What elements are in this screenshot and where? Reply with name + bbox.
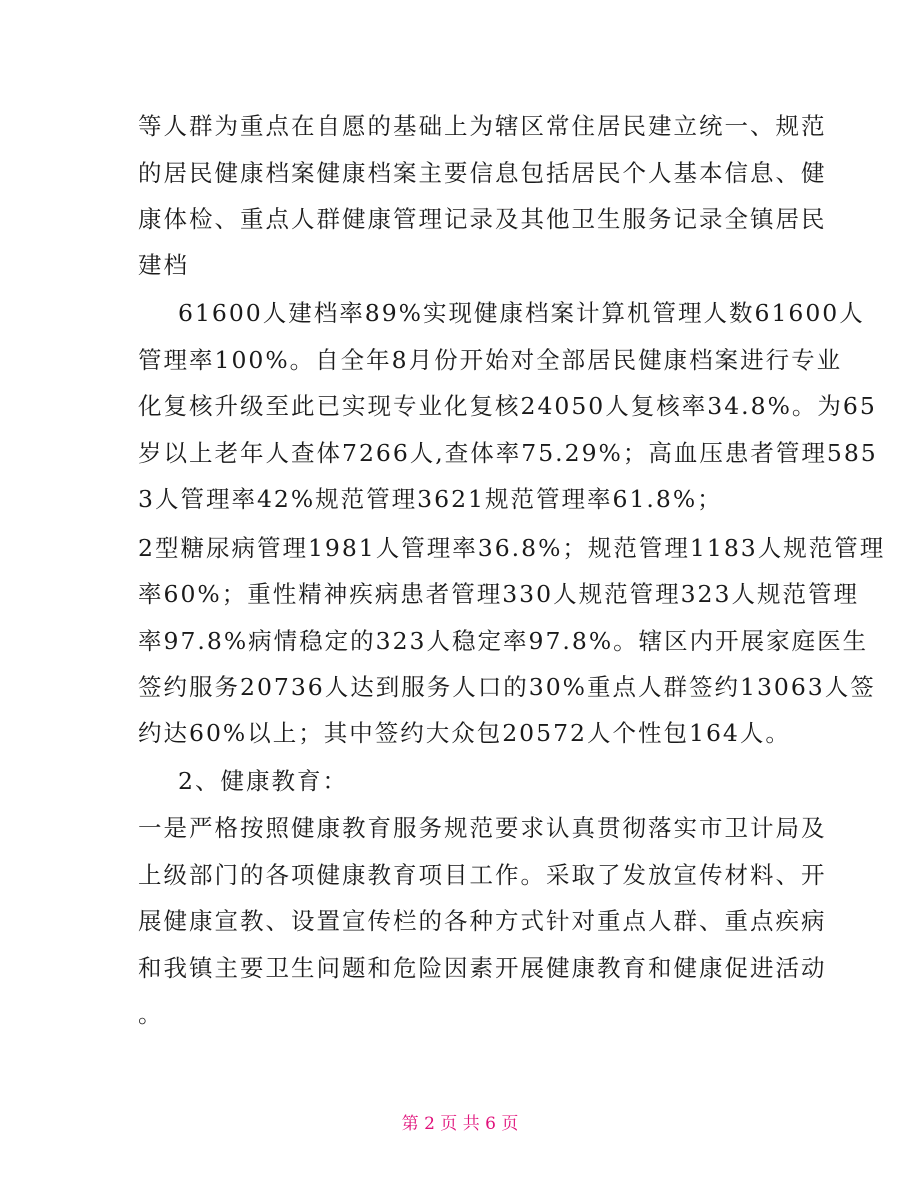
paragraph-line: 2型糖尿病管理1981人管理率36.8%；规范管理1183人规范管理: [138, 534, 886, 562]
paragraph-line: 约达60%以上；其中签约大众包20572人个性包164人。: [138, 719, 791, 747]
paragraph-line: 化复核升级至此已实现专业化复核24050人复核率34.8%。为65: [138, 392, 877, 420]
paragraph-line: 3人管理率42%规范管理3621规范管理率61.8%；: [138, 485, 723, 513]
paragraph-line: 康体检、重点人群健康管理记录及其他卫生服务记录全镇居民: [138, 205, 827, 233]
paragraph-line: 率97.8%病情稳定的323人稳定率97.8%。辖区内开展家庭医生: [138, 627, 869, 655]
paragraph-line: 展健康宣教、设置宣传栏的各种方式针对重点人群、重点疾病: [138, 907, 827, 935]
paragraph-line: 的居民健康档案健康档案主要信息包括居民个人基本信息、健: [138, 159, 827, 187]
paragraph-line: 和我镇主要卫生问题和危险因素开展健康教育和健康促进活动: [138, 954, 827, 982]
paragraph-line: 签约服务20736人达到服务人口的30%重点人群签约13063人签: [138, 673, 876, 701]
paragraph-line: 61600人建档率89%实现健康档案计算机管理人数61600人: [178, 299, 865, 327]
paragraph-line: 一是严格按照健康教育服务规范要求认真贯彻落实市卫计局及: [138, 814, 827, 842]
section-heading: 2、健康教育：: [178, 767, 348, 795]
paragraph-line: 。: [138, 1000, 164, 1028]
paragraph-line: 率60%；重性精神疾病患者管理330人规范管理323人规范管理: [138, 580, 859, 608]
paragraph-line: 建档: [138, 251, 189, 279]
page-number-footer: 第 2 页 共 6 页: [401, 1114, 519, 1134]
paragraph-line: 等人群为重点在自愿的基础上为辖区常住居民建立统一、规范: [138, 112, 827, 140]
paragraph-line: 上级部门的各项健康教育项目工作。采取了发放宣传材料、开: [138, 861, 827, 889]
paragraph-line: 岁以上老年人查体7266人,查体率75.29%；高血压患者管理585: [138, 439, 878, 467]
paragraph-line: 管理率100%。自全年8月份开始对全部居民健康档案进行专业: [138, 346, 843, 374]
